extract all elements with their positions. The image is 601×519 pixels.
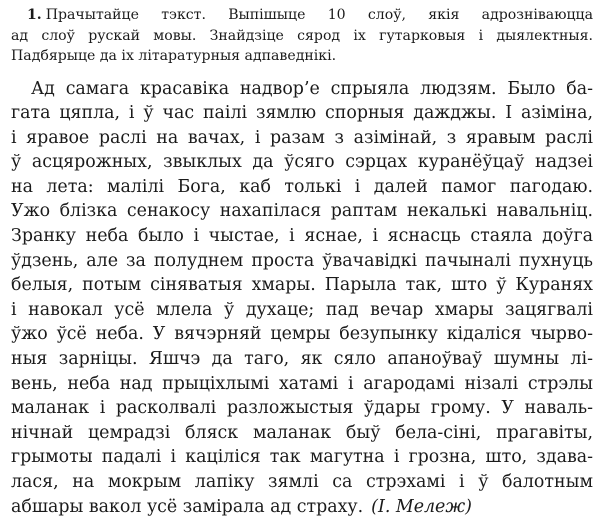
passage-line: вень, неба над прыціхлымі хатамі і агародамі нізалі стрэлы <box>11 372 593 397</box>
passage-line: грымоты падалі і каціліся так магутна і грозна, што, здава- <box>11 445 593 470</box>
passage-line: Ужо блізка сенакосу нахапілася раптам некалькі навальніц. <box>11 199 593 224</box>
task-line: Падбярыце да іх літаратурныя адпаведнікі. <box>11 46 593 67</box>
passage-line: і яравое раслі на вачах, і разам з азімінай, з яравым раслі <box>11 126 593 151</box>
author-attribution: (І. Мележ) <box>371 497 472 517</box>
passage-line: ўжо ўсё неба. У вячэрняй цемры безупынку кідаліся чырво- <box>11 322 593 347</box>
task-number: 1. <box>27 7 42 23</box>
passage-line: белыя, потым сіняватыя хмары. Парыла так, што ў Куранях <box>11 273 593 298</box>
task-line: ад слоў рускай мовы. Знайдзіце сярод іх гутарковыя і дыялектныя. <box>11 26 593 47</box>
passage-line <box>11 495 593 519</box>
passage-line-text: абшары вакол усё замірала ад страху. <box>11 497 363 517</box>
passage-line: ў асцярожных, звыклых да ўсяго сэрцах куранёўцаў надзеі <box>11 150 593 175</box>
passage-line: Зранку неба было і чыстае, і яснае, і яснасць стаяла доўга <box>11 224 593 249</box>
passage-line: на лета: малілі Бога, каб толькі і далей памог пагодаю. <box>11 175 593 200</box>
passage-line: ныя зарніцы. Яшчэ да таго, як сяло апаноўваў шумны лі- <box>11 347 593 372</box>
passage-line: ўдзень, але за полуднем проста ўвачавідкі пачыналі пухнуць <box>11 249 593 274</box>
task-line-text: Прачытайце тэкст. Выпішыце 10 слоў, якія адрозніваюцца <box>46 7 593 23</box>
task-line <box>11 5 593 26</box>
passage-line: і навокал усё млела ў духаце; пад вечар хмары зацягвалі <box>11 298 593 323</box>
passage-line: лася, на мокрым лапіку зямлі са стрэхамі і ў балотным <box>11 470 593 495</box>
passage-text <box>11 77 593 519</box>
passage-line: нічнай цемрадзі бляск маланак быў бела-сіні, прагавіты, <box>11 421 593 446</box>
passage-line: маланак і расколвалі разложыстыя ўдары грому. У наваль- <box>11 396 593 421</box>
task-instructions <box>11 5 593 67</box>
passage-line: гата цяпла, і ў час паілі зямлю спорныя дажджы. І азіміна, <box>11 101 593 126</box>
passage-line: Ад самага красавіка надвор’е спрыяла людзям. Было ба- <box>11 77 593 102</box>
